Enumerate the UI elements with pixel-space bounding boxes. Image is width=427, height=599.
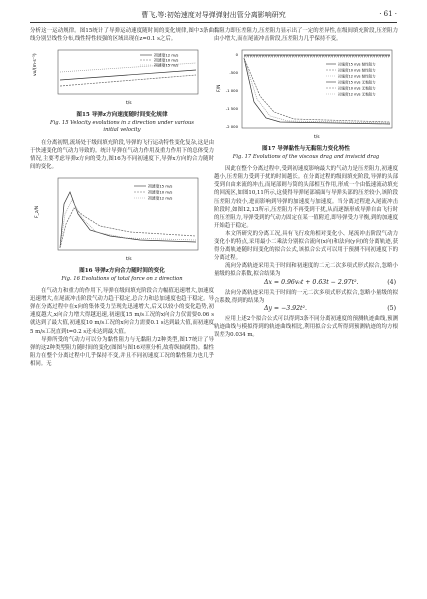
- fig17-ylabel: F/N: [217, 84, 222, 93]
- left-column: [30, 27, 214, 368]
- fig17-ytick-0: 0: [235, 52, 238, 58]
- figure-15: [30, 46, 214, 135]
- page-number: · 61 ·: [379, 10, 397, 18]
- right-paragraph-4: 流向分离轨迹采用关于时间和初速度的二元二次多项式形式拟合,忽略小量级的拟合系数,拟合结果为: [214, 263, 398, 278]
- fig17-caption-en: Fig. 17 Evolutions of the viscous drag and inviscid drag: [232, 153, 380, 160]
- fig15-legend-1: 初速度12 m/s: [154, 52, 179, 58]
- fig17-legend-6: 初速度12 m/s 无黏阻力: [338, 92, 376, 97]
- equation-5-expr: Δy = −3.92t².: [264, 304, 307, 312]
- fig17-ytick-3: -1 500: [225, 106, 238, 112]
- right-paragraph-5: 法向分离轨迹采用关于时间的一元二次多项式形式拟合,忽略小量级的拟合系数,得到的结果为: [214, 289, 398, 304]
- left-paragraph-4: 导弹所受的气动力可以分为黏性阻力与无黏阻力2种类型,图17统计了导弹的这2种类型阻力随时间的变化(图图与图16对照分析,故将纵轴倒置)。黏性阻力在整个分离过程中几乎保持不变,并且不同初速度工况的黏性阻力也几乎相同。无: [30, 336, 214, 367]
- fig17-legend: [326, 62, 376, 97]
- equation-5: [214, 305, 398, 315]
- fig15-caption-en-1: Fig. 15 Velocity evolutions in z direction under various: [50, 119, 194, 126]
- right-column: [214, 27, 398, 339]
- fig16-legend-2: 初速度10 m/s: [148, 189, 173, 195]
- fig16-ylabel: F_z/N: [35, 205, 40, 219]
- fig17-legend-2: 初速度10 m/s 黏性阻力: [338, 68, 376, 73]
- left-paragraph-2: 在分离初期,流场处于级间填充阶段,导弹的飞行运动特性变化复杂,这是由于快速变化的气动力导致的。统计导弹在气动力作用及重力作用下的总体受力情况,主要考虑导弹z方向的受力,图16为不同初速度下,导弹x方向的合力随时间的变化。: [30, 139, 214, 170]
- right-paragraph-1: 黏阻力即压差阻力,压差阻力显示出了一定的差异性,在级间填充阶段,压差阻力由小增大,而在尾流冲击阶段,压差阻力几乎保持不变。: [214, 28, 398, 43]
- left-paragraph-3: 在气动力和重力的作用下,导弹在级间填充阶段合力幅值迅速增大,加速度迅速增大,在尾流冲击阶段气动力趋于稳定,总合力和总加速度也趋于稳定。导弹在分离过程中在x向的集体受力呈现先迅速增大,后又以较小的变化趋势,初速度越大,x向合力增大得越迅速,初速度15 m/s工况的x向合力仅需要0.06 s就达到了最大值,初速度10 m/s工况的x向合力需要0.1 s达到最大值,而初速度5 m/s工况直到t=0.2 s还未达到最大值。: [30, 288, 214, 335]
- fig15-legend-2: 初速度10 m/s: [154, 57, 179, 63]
- fig16-caption-cn: 图16 导弹z方向合力随时间的变化: [79, 268, 165, 275]
- fig17-legend-1: 初速度15 m/s 黏性阻力: [338, 62, 376, 67]
- fig15-caption-cn: 图15 导弹z方向速度随时间变化规律: [76, 112, 168, 119]
- equation-4-number: (4): [387, 278, 396, 286]
- fig15-xlabel: t/s: [126, 101, 132, 107]
- running-header: [30, 8, 397, 23]
- fig15-legend-3: 初速度15 m/s: [154, 62, 179, 68]
- figure-15-chart: [30, 46, 214, 108]
- fig16-xlabel: t/s: [126, 257, 132, 263]
- right-paragraph-2: 因此在整个分离过程中,受到初速度影响最大的气动力是压差阻力,初速度越小,压差阻力受到于扰的时间越长。在分离过程的级间填充阶段,导弹的头部受到自由来流的冲击,而尾部则与筒的头部相互作用,形成一个由低速流动填充的回流区,如图10,11所示,这使得导弹尾部端面与导弹头部的压差较小,该阶段压差阻力较小,进而影响到导弹的加速度与加速度。当分离过程进入尾流冲击阶段时,如图12,13所示,压差阻力不再受到干扰,从而逐渐形成导弹自由飞行时的压差阻力,导弹受到的气动力固定在某一值附近,即导弹受力平衡,到的加速度开始趋于稳定。: [214, 166, 398, 229]
- fig15-line-12: [60, 70, 196, 80]
- fig16-caption-en: Fig. 16 Evolutions of total force on z direction: [61, 275, 183, 282]
- fig15-ylabel: vx/(m·s⁻¹): [33, 53, 38, 77]
- equation-4: [214, 279, 398, 289]
- fig17-xlabel: t/s: [314, 135, 320, 141]
- left-paragraph-1: 分析这一运动规律。图15统计了导弹运动速度随时间的变化规律,图中3条曲线分别呈线性分布,线性特性较强的区域出现在z=0.1 s之后。: [30, 28, 214, 43]
- fig15-legend: [140, 53, 178, 68]
- fig16-legend-1: 初速度15 m/s: [148, 183, 173, 189]
- fig17-legend-4: 初速度15 m/s 无黏阻力: [338, 80, 376, 85]
- figure-17: [214, 46, 398, 161]
- fig17-legend-5: 初速度10 m/s 无黏阻力: [338, 86, 376, 91]
- fig16-legend-3: 初速度12 m/s: [148, 195, 173, 201]
- fig16-line-10: [60, 208, 196, 248]
- fig17-caption-cn: 图17 导弹黏性与无黏阻力变化特性: [261, 146, 351, 153]
- fig16-legend: [134, 184, 172, 201]
- fig15-line-10: [60, 75, 196, 86]
- equation-4-expr: Δx = 0.96v₀t + 0.63t − 2.97t².: [264, 278, 359, 286]
- figure-17-chart: [214, 46, 398, 142]
- fig16-line-12: [60, 200, 196, 248]
- equation-5-number: (5): [387, 304, 396, 312]
- fig15-caption-en-2: initial velocity: [103, 127, 141, 134]
- fig17-legend-3: 初速度12 m/s 黏性阻力: [338, 74, 376, 79]
- fig17-ytick-1: -500: [229, 70, 238, 76]
- right-paragraph-3: 本文所研究的分离工况,具有飞行攻角相对变化小、尾流冲击阶段气动力变化小的特点,采用最小二乘法分别拟合流向(x向)和法向(y向)的分离轨迹,获得分离轨迹随时间变化的拟合公式,该拟合公式可以用于预测不同初速度下的分离过程。: [214, 230, 398, 262]
- figure-16-chart: [30, 174, 214, 264]
- figure-16: [30, 174, 214, 283]
- fig17-ytick-4: -2 000: [225, 124, 238, 130]
- header-title: 曹飞,等:初始速度对导弹弹射出管分离影响研究: [141, 11, 286, 19]
- right-paragraph-6: 应用上述2个拟合公式可以得到3条不同分离初速度的预测轨迹曲线,预测轨迹曲线与模拟得到的轨迹曲线相比,利用拟合公式所得到预测轨迹的均方根误差为0.034 m。: [214, 315, 398, 338]
- fig17-ytick-2: -1 000: [225, 88, 238, 94]
